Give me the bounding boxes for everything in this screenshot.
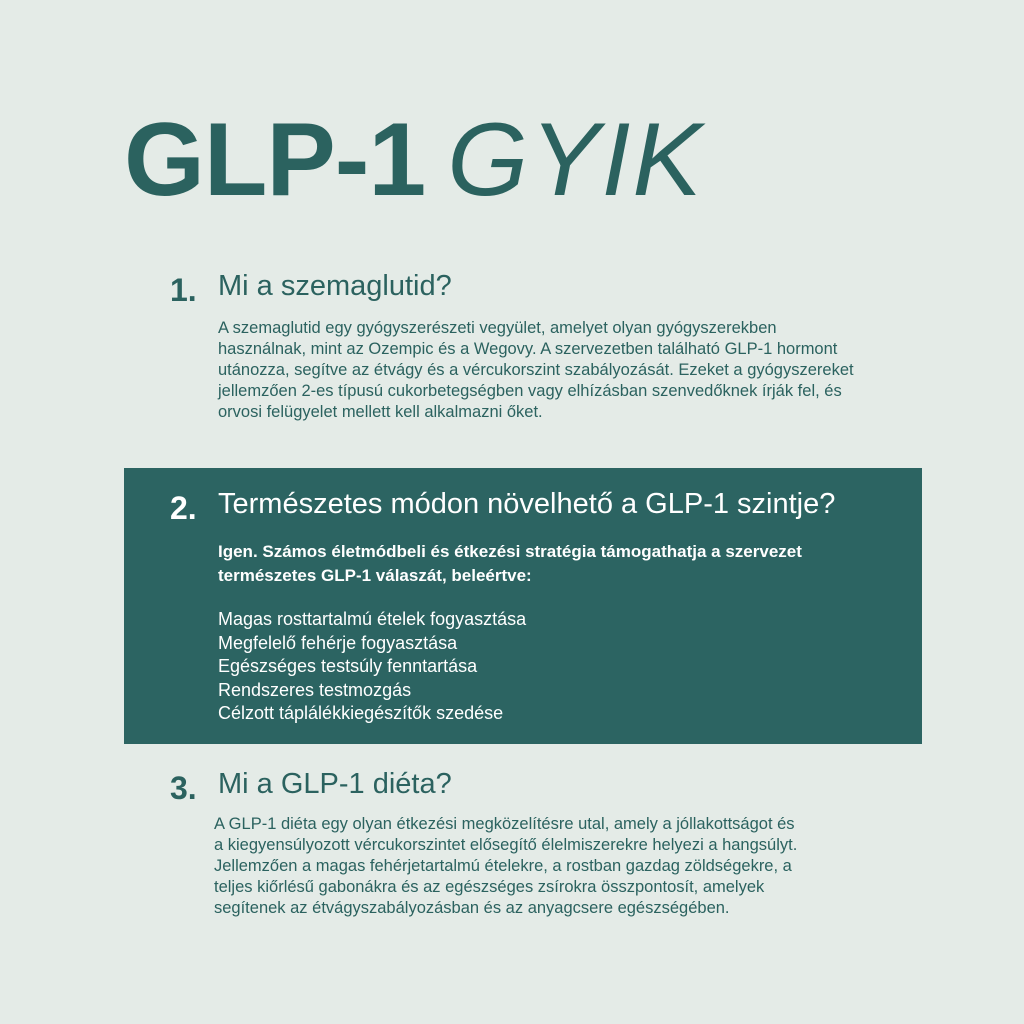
faq-number: 1.: [170, 272, 197, 308]
faq-question: Természetes módon növelhető a GLP-1 szintje?: [218, 488, 836, 520]
page-title: [124, 102, 704, 218]
faq-number: 2.: [170, 490, 197, 526]
list-item: Egészséges testsúly fenntartása: [218, 656, 478, 676]
faq-answer: A szemaglutid egy gyógyszerészeti vegyület, amelyet olyan gyógyszerekben használnak, mint az Ozempic és a Wegovy. A szervezetben található GLP-1 hormont utánozza, segítve az étvágy és a vércukorszint szabályozását. Ezeket a gyógyszereket jellemzően 2-es típusú cukorbetegségben vagy elhízásban szenvedőknek írják fel, és orvosi felügyelet mellett kell alkalmazni őket.: [218, 319, 854, 421]
list-item: Rendszeres testmozgás: [218, 679, 412, 700]
faq-answer: A GLP-1 diéta egy olyan étkezési megközelítésre utal, amely a jóllakottságot és a kiegyensúlyozott vércukorszintet elősegítő élelmiszerekre helyezi a hangsúlyt. Jellemzően a magas fehérjetartalmú ételekre, a rostban gazdag zöldségekre, a teljes kiőrlésű gabonákra és az egészséges zsírokra összpontosít, amelyek segítenek az étvágyszabályozásban és az anyagcsere egészségében.: [214, 815, 798, 917]
title-bold: GLP-1: [124, 102, 426, 218]
faq-question: Mi a GLP-1 diéta?: [218, 768, 452, 800]
list-item: Magas rosttartalmú ételek fogyasztása: [218, 609, 527, 629]
strategy-list: [218, 608, 526, 726]
list-item: Célzott táplálékkiegészítők szedése: [218, 703, 504, 723]
faq-question: Mi a szemaglutid?: [218, 270, 452, 302]
faq-number: 3.: [170, 770, 197, 806]
faq-answer-intro: Igen. Számos életmódbeli és étkezési stratégia támogathatja a szervezet természetes GLP-1 válaszát, beleértve:: [218, 542, 802, 585]
faq-item-2-highlight: [124, 468, 922, 744]
list-item: Megfelelő fehérje fogyasztása: [218, 632, 458, 653]
title-light: GYIK: [447, 102, 704, 218]
